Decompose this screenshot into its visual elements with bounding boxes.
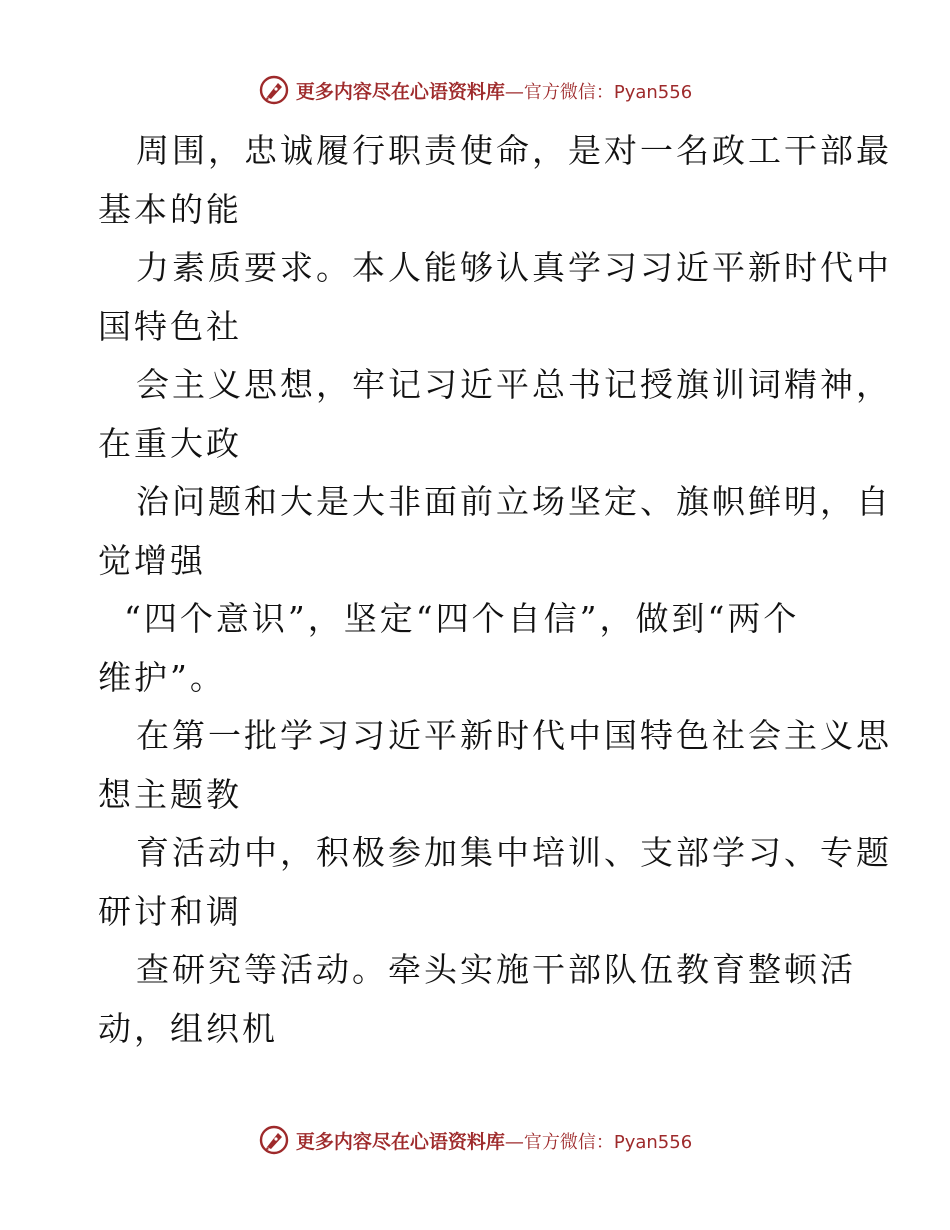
body-line: 育活动中，积极参加集中培训、支部学习、专题 — [136, 833, 892, 872]
header-banner-text — [296, 77, 692, 104]
pen-nib-icon — [258, 74, 290, 106]
footer-contact-text: 官方微信：Pyan556 — [523, 1131, 693, 1153]
body-line: 周围，忠诚履行职责使命，是对一名政工干部最 — [136, 131, 892, 170]
body-line: 维护”。 — [98, 657, 226, 697]
header-banner-content — [258, 74, 692, 106]
body-line: 想主题教 — [98, 774, 242, 814]
body-line: 力素质要求。本人能够认真学习习近平新时代中 — [136, 248, 892, 287]
header-separator: — — [504, 80, 524, 103]
header-brand-text: 更多内容尽在心语资料库 — [295, 80, 505, 103]
body-line: 在第一批学习习近平新时代中国特色社会主义思 — [136, 716, 892, 755]
body-line: 基本的能 — [98, 189, 242, 229]
footer-banner-content — [258, 1124, 692, 1156]
body-line: 国特色社 — [98, 306, 242, 346]
pen-nib-icon — [258, 1124, 290, 1156]
header-banner — [0, 70, 950, 110]
footer-brand-text: 更多内容尽在心语资料库 — [295, 1130, 505, 1153]
body-line: 在重大政 — [98, 423, 242, 463]
body-line: 觉增强 — [98, 540, 206, 580]
body-line: 动，组织机 — [98, 1008, 278, 1048]
footer-separator: — — [504, 1130, 524, 1153]
footer-banner-text — [296, 1127, 692, 1154]
body-text — [98, 122, 892, 1058]
body-line: 治问题和大是大非面前立场坚定、旗帜鲜明，自 — [136, 482, 892, 521]
footer-banner — [0, 1120, 950, 1160]
body-line: “四个意识”，坚定“四个自信”，做到“两个 — [124, 599, 800, 638]
body-line: 会主义思想，牢记习近平总书记授旗训词精神， — [136, 365, 892, 404]
body-line: 查研究等活动。牵头实施干部队伍教育整顿活 — [136, 950, 856, 989]
body-line: 研讨和调 — [98, 891, 242, 931]
header-contact-text: 官方微信：Pyan556 — [523, 81, 693, 103]
